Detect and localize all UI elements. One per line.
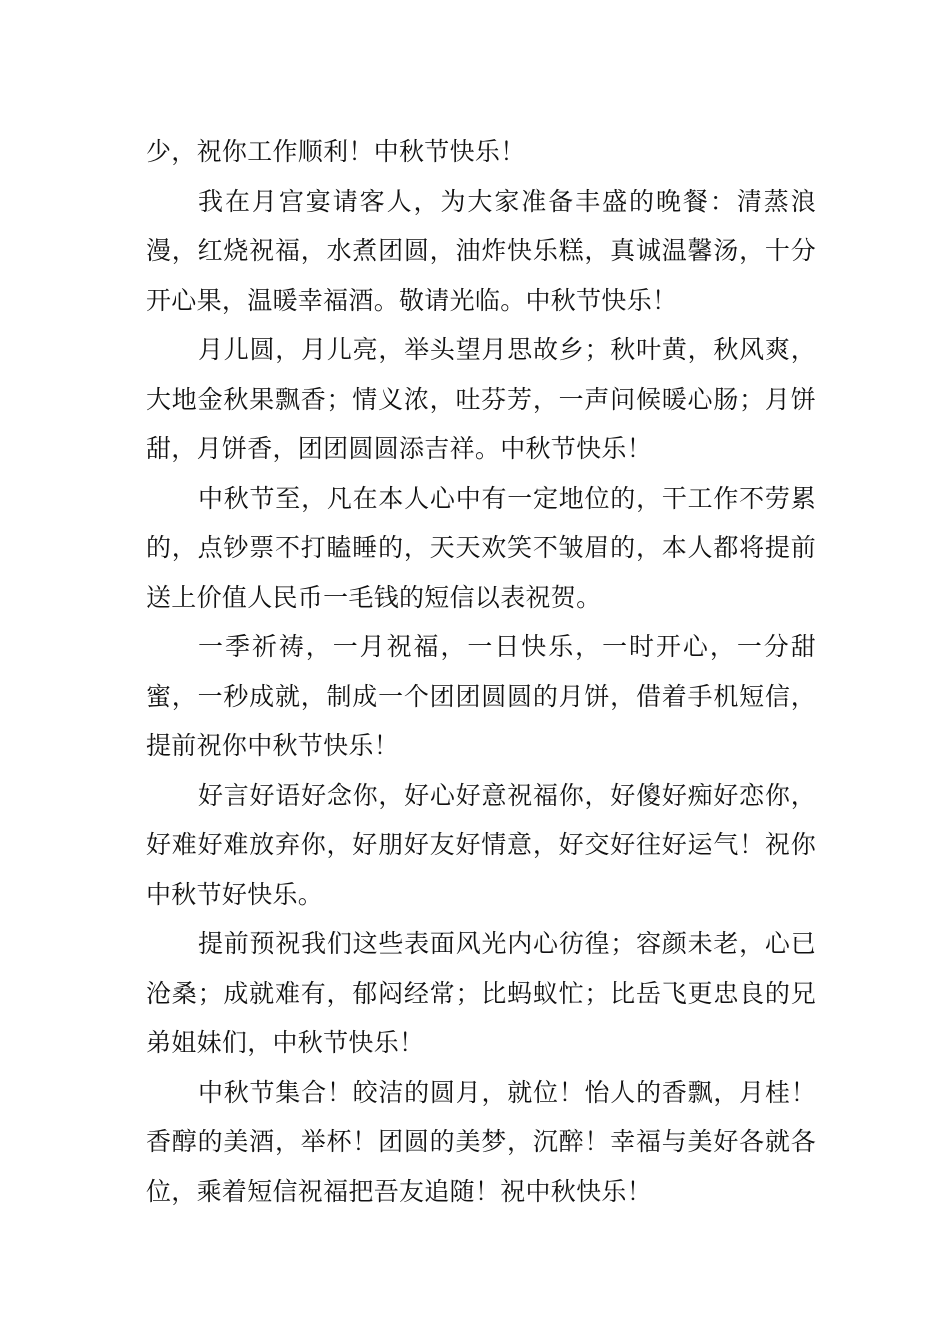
paragraph-moon-palace-banquet: 我在月宫宴请客人，为大家准备丰盛的晚餐：清蒸浪漫，红烧祝福，水煮团圆，油炸快乐糕，真诚温馨汤，十分开心果，温暖幸福酒。敬请光临。中秋节快乐！	[146, 186, 816, 315]
paragraph-assemble: 中秋节集合！皎洁的圆月，就位！怡人的香飘，月桂！香醇的美酒，举杯！团圆的美梦，沉醉！幸福与美好各就各位，乘着短信祝福把吾友追随！祝中秋快乐！	[146, 1077, 816, 1206]
paragraph-season-prayer: 一季祈祷，一月祝福，一日快乐，一时开心，一分甜蜜，一秒成就，制成一个团团圆圆的月饼，借着手机短信，提前祝你中秋节快乐！	[146, 632, 816, 760]
paragraph-early-wishes: 提前预祝我们这些表面风光内心彷徨；容颜未老，心已沧桑；成就难有，郁闷经常；比蚂蚁忙；比岳飞更忠良的兄弟姐妹们，中秋节快乐！	[146, 929, 816, 1057]
paragraph-festival-arrives: 中秋节至，凡在本人心中有一定地位的，干工作不劳累的，点钞票不打瞌睡的，天天欢笑不皱眉的，本人都将提前送上价值人民币一毛钱的短信以表祝贺。	[146, 483, 816, 612]
paragraph-round-moon: 月儿圆，月儿亮，举头望月思故乡；秋叶黄，秋风爽，大地金秋果飘香；情义浓，吐芬芳，一声问候暖心肠；月饼甜，月饼香，团团圆圆添吉祥。中秋节快乐！	[146, 335, 816, 463]
paragraph-kind-words: 好言好语好念你，好心好意祝福你，好傻好痴好恋你，好难好难放弃你，好朋好友好情意，好交好往好运气！祝你中秋节好快乐。	[146, 780, 816, 909]
paragraph-continuation: 少，祝你工作顺利！中秋节快乐！	[146, 137, 526, 166]
document-body	[146, 127, 816, 1216]
